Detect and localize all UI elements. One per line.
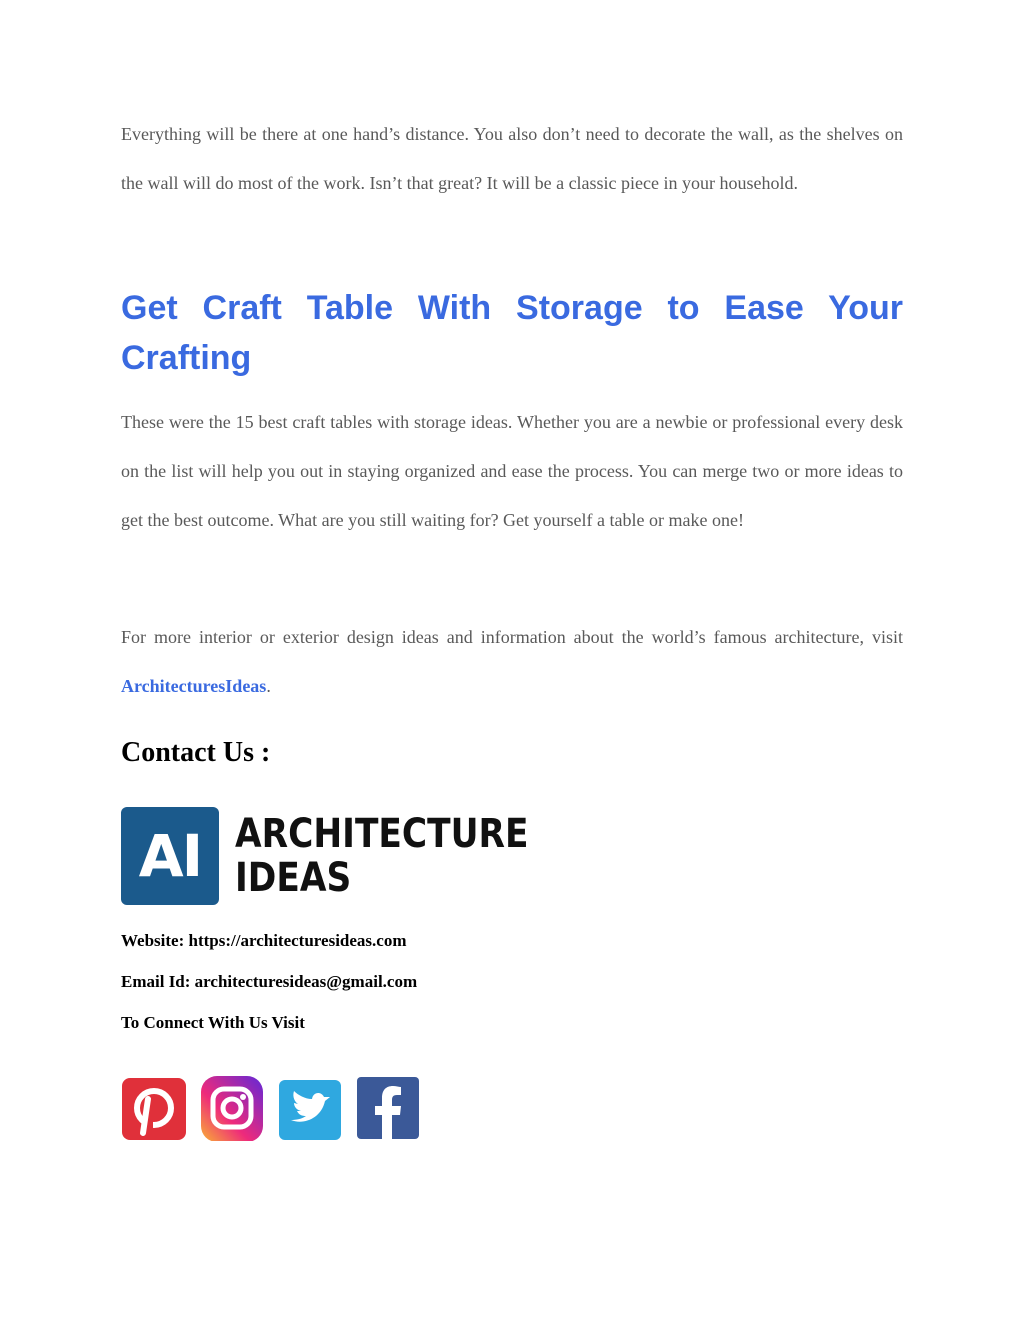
architecture-ideas-logo xyxy=(121,807,576,905)
section-heading: Get Craft Table With Storage to Ease Your Crafting xyxy=(121,289,903,377)
social-links xyxy=(121,1075,421,1141)
more-info-suffix: . xyxy=(266,676,271,696)
logo-line-1: ARCHITECTURE xyxy=(235,811,529,857)
instagram-icon[interactable] xyxy=(199,1075,265,1141)
logo-line-2: IDEAS xyxy=(235,855,352,901)
logo-mark: AI xyxy=(121,807,219,905)
facebook-icon[interactable] xyxy=(355,1075,421,1141)
connect-text: To Connect With Us Visit xyxy=(121,1013,305,1032)
website-info[interactable]: Website: https://architecturesideas.com xyxy=(121,931,407,950)
intro-paragraph: Everything will be there at one hand’s distance. You also don’t need to decorate the wall, as the shelves on the wall will do most of the work. Isn’t that great? It will be a classic piece in your household. xyxy=(121,124,903,193)
architecturesideas-link[interactable]: ArchitecturesIdeas xyxy=(121,676,267,696)
email-info[interactable]: Email Id: architecturesideas@gmail.com xyxy=(121,972,418,991)
more-info-text: For more interior or exterior design ideas and information about the world’s famous architecture, visit xyxy=(121,627,903,647)
summary-paragraph: These were the 15 best craft tables with storage ideas. Whether you are a newbie or professional every desk on the list will help you out in staying organized and ease the process. You can merge two or more ideas to get the best outcome. What are you still waiting for? Get yourself a table or make one! xyxy=(121,412,903,530)
twitter-icon[interactable] xyxy=(277,1075,343,1141)
pinterest-icon[interactable] xyxy=(121,1075,187,1141)
logo-wordmark xyxy=(235,812,529,900)
contact-heading: Contact Us : xyxy=(121,737,271,768)
more-info-paragraph xyxy=(121,613,903,711)
